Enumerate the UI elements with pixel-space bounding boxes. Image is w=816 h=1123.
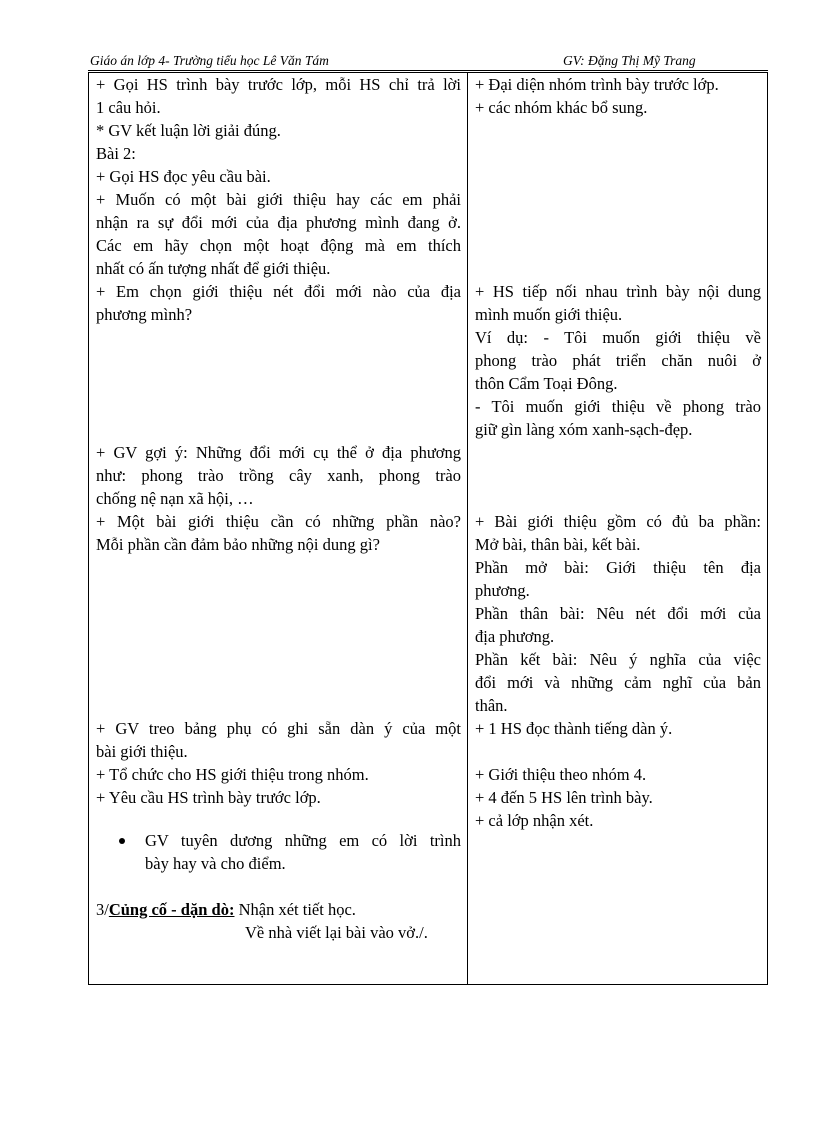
- left-line: + GV treo bảng phụ có ghi sẵn dàn ý của một: [96, 719, 461, 738]
- right-line: địa phương.: [475, 627, 555, 646]
- closing-homework: Về nhà viết lại bài vào vở./.: [245, 923, 428, 942]
- right-line: + Giới thiệu theo nhóm 4.: [475, 765, 647, 784]
- right-line: Ví dụ: - Tôi muốn giới thiệu về: [475, 328, 761, 347]
- right-line: + HS tiếp nối nhau trình bày nội dung: [475, 282, 761, 301]
- bullet-line: bày hay và cho điểm.: [145, 854, 286, 873]
- left-line: Bài 2:: [96, 144, 136, 163]
- right-line: đổi mới và những cảm nghĩ của bản: [475, 673, 761, 692]
- right-line: phong trào phát triển chăn nuôi ở: [475, 351, 761, 370]
- right-line: + 1 HS đọc thành tiếng dàn ý.: [475, 719, 673, 738]
- bullet-icon: [119, 838, 125, 844]
- left-line: + Gọi HS trình bày trước lớp, mỗi HS chỉ trả lời: [96, 75, 461, 94]
- left-line: Các em hãy chọn một hoạt động mà em thích: [96, 236, 461, 255]
- right-line: phương.: [475, 581, 530, 600]
- left-line: + Muốn có một bài giới thiệu hay các em phải: [96, 190, 461, 209]
- header-school: Giáo án lớp 4- Trường tiểu học Lê Văn Tám: [90, 53, 329, 68]
- right-line: + Đại diện nhóm trình bày trước lớp.: [475, 75, 719, 94]
- header-teacher: GV: Đặng Thị Mỹ Trang: [563, 53, 696, 68]
- closing-number: 3/: [96, 900, 109, 919]
- left-line: bài giới thiệu.: [96, 742, 188, 761]
- lesson-table: [88, 72, 768, 985]
- left-line: + Yêu cầu HS trình bày trước lớp.: [96, 788, 321, 807]
- left-line: phương mình?: [96, 305, 193, 324]
- right-line: mình muốn giới thiệu.: [475, 305, 623, 324]
- right-line: + 4 đến 5 HS lên trình bày.: [475, 788, 653, 807]
- right-line: Phần kết bài: Nêu ý nghĩa của việc: [475, 650, 761, 669]
- right-line: - Tôi muốn giới thiệu về phong trào: [475, 397, 761, 416]
- right-line: + Bài giới thiệu gồm có đủ ba phần:: [475, 512, 761, 531]
- right-line: thôn Cẩm Toại Đông.: [475, 374, 618, 393]
- header-rule: [88, 70, 768, 71]
- left-line: như: phong trào trồng cây xanh, phong trào: [96, 466, 461, 485]
- right-line: Mở bài, thân bài, kết bài.: [475, 535, 641, 554]
- left-line: + Gọi HS đọc yêu cầu bài.: [96, 167, 271, 186]
- closing-heading: [96, 898, 356, 921]
- right-line: + các nhóm khác bổ sung.: [475, 98, 648, 117]
- left-line: + Một bài giới thiệu cần có những phần nào?: [96, 512, 461, 531]
- page-header: [90, 53, 720, 71]
- left-line: nhất có ấn tượng nhất để giới thiệu.: [96, 259, 331, 278]
- bullet-line: GV tuyên dương những em có lời trình: [145, 831, 461, 850]
- right-line: Phần mở bài: Giới thiệu tên địa: [475, 558, 761, 577]
- right-line: thân.: [475, 696, 508, 715]
- right-line: giữ gìn làng xóm xanh-sạch-đẹp.: [475, 420, 693, 439]
- left-line: * GV kết luận lời giải đúng.: [96, 121, 281, 140]
- right-line: Phần thân bài: Nêu nét đổi mới của: [475, 604, 761, 623]
- closing-title: Củng cố - dặn dò:: [108, 900, 235, 919]
- left-line: nhận ra sự đổi mới của địa phương mình đang ở.: [96, 213, 461, 232]
- closing-text: Nhận xét tiết học.: [234, 900, 356, 919]
- left-line: + Tổ chức cho HS giới thiệu trong nhóm.: [96, 765, 369, 784]
- left-line: Mỗi phần cần đảm bảo những nội dung gì?: [96, 535, 380, 554]
- left-line: chống nệ nạn xã hội, …: [96, 489, 254, 508]
- left-line: 1 câu hỏi.: [96, 98, 161, 117]
- column-divider: [467, 73, 468, 984]
- right-line: + cả lớp nhận xét.: [475, 811, 594, 830]
- left-line: + Em chọn giới thiệu nét đổi mới nào của địa: [96, 282, 461, 301]
- left-line: + GV gợi ý: Những đổi mới cụ thể ở địa phương: [96, 443, 461, 462]
